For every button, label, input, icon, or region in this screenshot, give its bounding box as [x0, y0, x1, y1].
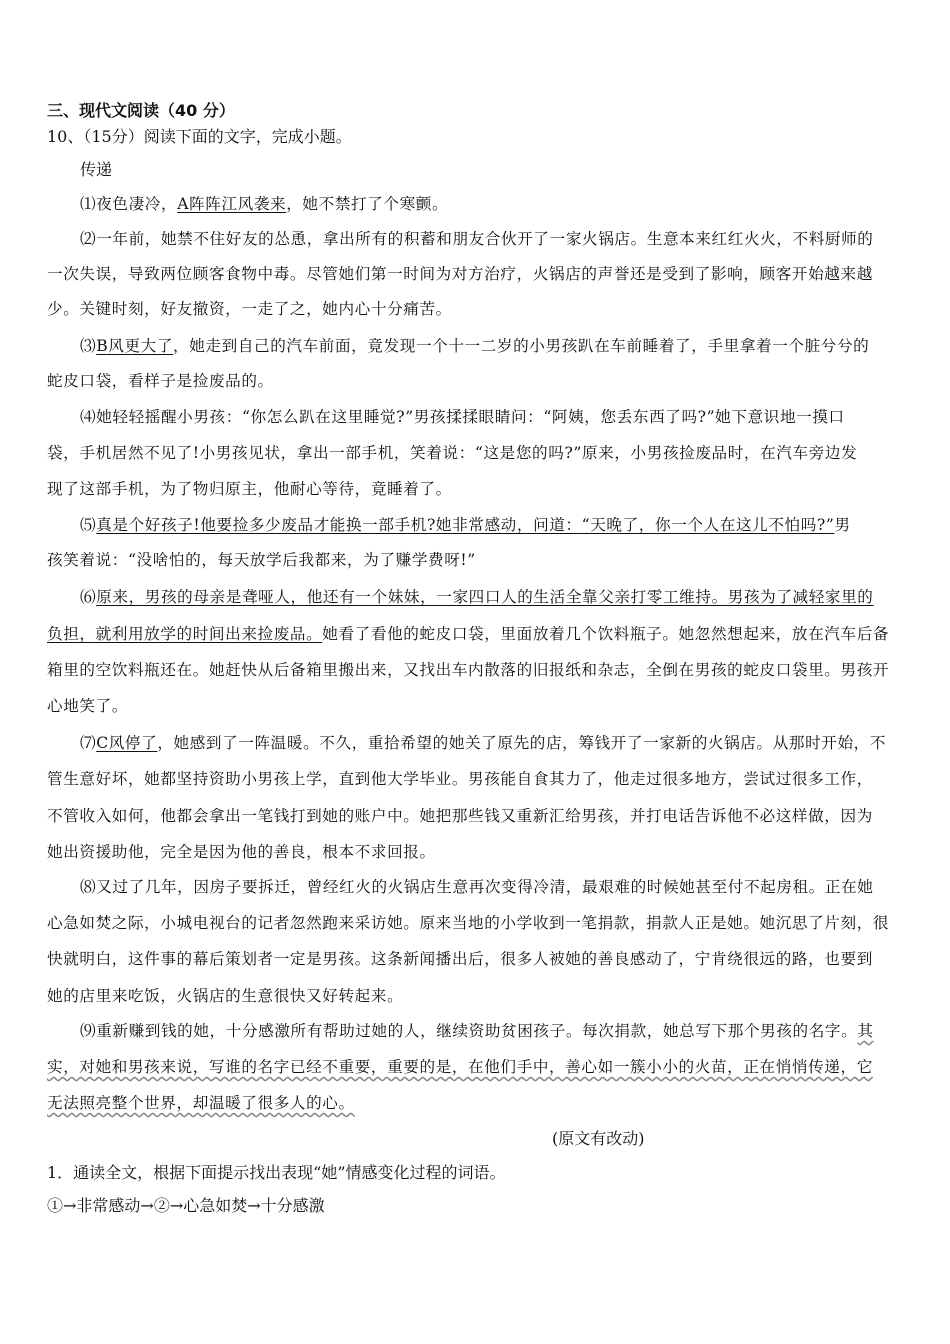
paragraph-number: ⑴	[80, 195, 97, 213]
paragraph-1: ⑴夜色凄冷，A阵阵江风袭来，她不禁打了个寒颤。	[80, 195, 449, 213]
paragraph-5-line: 孩笑着说：“没啥怕的，每天放学后我都来，为了赚学费呀!”	[47, 551, 476, 569]
paragraph-6-line: 箱里的空饮料瓶还在。她赶快从后备箱里搬出来，又找出车内散落的旧报纸和杂志，全倒在男孩的蛇皮口袋里。男孩开	[47, 661, 890, 679]
paragraph-number: ⑸	[80, 516, 97, 534]
paragraph-3: ⑶B风更大了，她走到自己的汽车前面，竟发现一个十一二岁的小男孩趴在车前睡着了，手里拿着一个脏兮兮的	[80, 337, 870, 355]
marked-sentence-b: B风更大了	[96, 337, 174, 355]
paragraph-number: ⑶	[80, 337, 97, 355]
marked-sentence: 真是个好孩子!他要捡多少废品才能换一部手机?她非常感动，问道：“天晚了，你一个人在这儿不怕吗?”	[96, 516, 835, 534]
paragraph-7-line: 管生意好坏，她都坚持资助小男孩上学，直到他大学毕业。男孩能自食其力了，他走过很多地方，尝试过很多工作，	[47, 770, 873, 788]
paragraph-8-line: 心急如焚之际，小城电视台的记者忽然跑来采访她。原来当地的小学收到一笔捐款，捐款人正是她。她沉思了片刻，很	[47, 914, 890, 932]
marked-sentence-wavy: 其	[857, 1022, 874, 1040]
paragraph-number: ⑹	[80, 588, 97, 606]
paragraph-8-line: 她的店里来吃饭，火锅店的生意很快又好转起来。	[47, 987, 404, 1005]
question-1-hint: ①→非常感动→②→心急如焚→十分感激	[47, 1196, 325, 1215]
paragraph-8-line: 快就明白，这件事的幕后策划者一定是男孩。这条新闻播出后，很多人被她的善良感动了，宁肯绕很远的路，也要到	[47, 950, 873, 968]
article-title: 传递	[80, 160, 113, 179]
paragraph-6-line: 心地笑了。	[47, 697, 128, 715]
marked-sentence-c: C风停了	[96, 734, 158, 752]
paragraph-5: ⑸真是个好孩子!他要捡多少废品才能换一部手机?她非常感动，问道：“天晚了，你一个人在这儿不怕吗?”男	[80, 516, 851, 534]
marked-sentence-wavy: 无法照亮整个世界，却温暖了很多人的心。	[47, 1094, 355, 1112]
paragraph-2-line: 少。关键时刻，好友撤资，一走了之，她内心十分痛苦。	[47, 300, 452, 318]
paragraph-number: ⑺	[80, 734, 97, 752]
paragraph-3-line: 蛇皮口袋，看样子是捡废品的。	[47, 372, 274, 390]
paragraph-8-line: ⑻又过了几年，因房子要拆迁，曾经红火的火锅店生意再次变得冷清，最艰难的时候她甚至付不起房租。正在她	[80, 878, 874, 896]
paragraph-9-line	[47, 1093, 355, 1113]
source-note: (原文有改动)	[552, 1129, 645, 1148]
marked-sentence-wavy: 实，对她和男孩来说，写谁的名字已经不重要，重要的是，在他们手中，善心如一簇小小的火苗，正在悄悄传递，它	[47, 1058, 873, 1076]
paragraph-6-line: 负担，就利用放学的时间出来捡废品。她看了看他的蛇皮口袋，里面放着几个饮料瓶子。她忽然想起来，放在汽车后备	[47, 625, 890, 643]
paragraph-2-line: ⑵一年前，她禁不住好友的怂恿，拿出所有的积蓄和朋友合伙开了一家火锅店。生意本来红红火火，不料厨师的	[80, 230, 874, 248]
paragraph-2-line: 一次失误，导致两位顾客食物中毒。尽管她们第一时间为对方治疗，火锅店的声誉还是受到了影响，顾客开始越来越	[47, 265, 873, 283]
paragraph-4-line: 袋，手机居然不见了!小男孩见状，拿出一部手机，笑着说：“这是您的吗?”原来，小男孩捡废品时，在汽车旁边发	[47, 444, 858, 462]
paragraph-7-line: 不管收入如何，他都会拿出一笔钱打到她的账户中。她把那些钱又重新汇给男孩，并打电话告诉他不必这样做，因为	[47, 807, 873, 825]
paragraph-9-line	[47, 1057, 873, 1077]
question-intro: 10、（15分）阅读下面的文字，完成小题。	[47, 127, 352, 146]
paragraph-4-line: 现了这部手机，为了物归原主，他耐心等待，竟睡着了。	[47, 480, 452, 498]
paragraph-6	[80, 587, 874, 607]
section-heading: 三、现代文阅读（40 分）	[47, 101, 235, 120]
marked-sentence-a: A阵阵江风袭来	[177, 195, 287, 213]
paragraph-4-line: ⑷她轻轻摇醒小男孩：“你怎么趴在这里睡觉?”男孩揉揉眼睛问：“阿姨，您丢东西了吗?”她下意识地一摸口	[80, 408, 845, 426]
paragraph-7-line: 她出资援助他，完全是因为他的善良，根本不求回报。	[47, 843, 436, 861]
paragraph-9: ⑼重新赚到钱的她，十分感激所有帮助过她的人，继续资助贫困孩子。每次捐款，她总写下那个男孩的名字。其	[80, 1022, 874, 1040]
paragraph-7: ⑺C风停了，她感到了一阵温暖。不久，重拾希望的她关了原先的店，筹钱开了一家新的火锅店。从那时开始，不	[80, 734, 887, 752]
question-1: 1．通读全文，根据下面提示找出表现“她”情感变化过程的词语。	[47, 1163, 506, 1182]
marked-sentence: 原来，男孩的母亲是聋哑人，他还有一个妹妹，一家四口人的生活全靠父亲打零工维持。男孩为了减轻家里的	[96, 588, 874, 606]
marked-sentence: 负担，就利用放学的时间出来捡废品。	[47, 625, 323, 643]
